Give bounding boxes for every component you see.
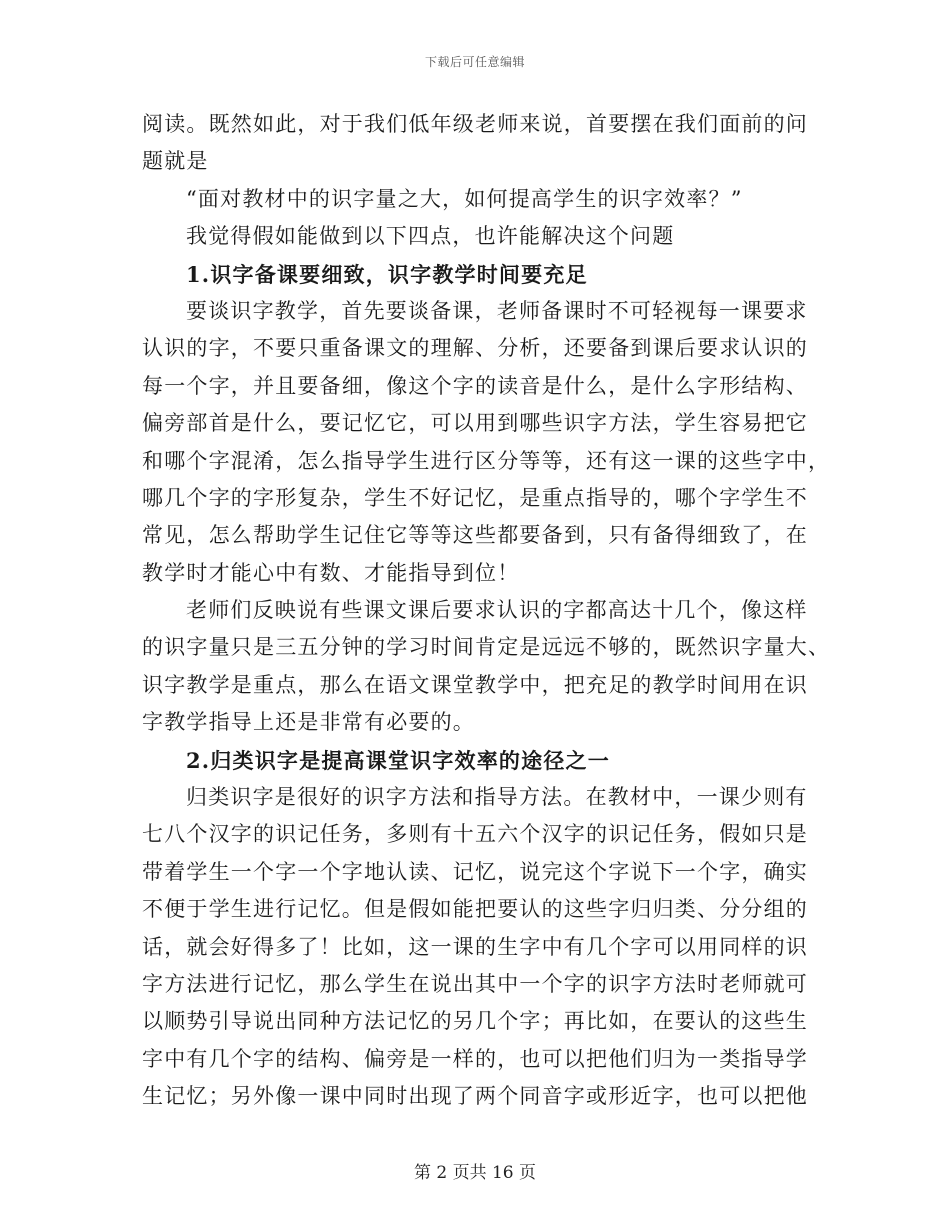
paragraph-line: 生记忆；另外像一课中同时出现了两个同音字或形近字，也可以把他	[142, 1084, 808, 1109]
paragraph-line: 要谈识字教学，首先要谈备课，老师备课时不可轻视每一课要求	[186, 298, 808, 323]
section-heading-1: 1.识字备课要细致，识字教学时间要充足	[186, 261, 588, 287]
page-footer: 第 2 页共 16 页	[413, 1163, 537, 1183]
paragraph-line: 的识字量只是三五分钟的学习时间肯定是远远不够的，既然识字量大、	[142, 635, 831, 660]
paragraph-line: 认识的字，不要只重备课文的理解、分析，还要备到课后要求认识的	[142, 336, 808, 361]
paragraph-line: 以顺势引导说出同种方法记忆的另几个字；再比如，在要认的这些生	[142, 1009, 808, 1034]
paragraph-line: 识字教学是重点，那么在语文课堂教学中，把充足的教学时间用在识	[142, 672, 808, 697]
paragraph-line: 字方法进行记忆，那么学生在说出其中一个字的识字方法时老师就可	[142, 971, 808, 996]
paragraph-line: 教学时才能心中有数、才能指导到位！	[142, 560, 520, 585]
paragraph-line: 哪几个字的字形复杂，学生不好记忆，是重点指导的，哪个字学生不	[142, 485, 808, 510]
paragraph-line: 每一个字，并且要备细，像这个字的读音是什么，是什么字形结构、	[142, 373, 808, 398]
paragraph-line: 题就是	[142, 149, 209, 174]
paragraph-line: 字教学指导上还是非常有必要的。	[142, 710, 475, 735]
paragraph-line: 我觉得假如能做到以下四点，也许能解决这个问题	[186, 224, 675, 249]
paragraph-line: 七八个汉字的识记任务，多则有十五六个汉字的识记任务，假如只是	[142, 822, 808, 847]
paragraph-line: 归类识字是很好的识字方法和指导方法。在教材中，一课少则有	[186, 785, 808, 810]
paragraph-line: 和哪个字混淆，怎么指导学生进行区分等等，还有这一课的这些字中，	[142, 448, 831, 473]
document-body	[142, 106, 831, 1116]
paragraph-line: 字中有几个字的结构、偏旁是一样的，也可以把他们归为一类指导学	[142, 1046, 808, 1071]
paragraph-line: 阅读。既然如此，对于我们低年级老师来说，首要摆在我们面前的问	[142, 112, 808, 136]
paragraph-line: 不便于学生进行记忆。但是假如能把要认的这些字归归类、分分组的	[142, 897, 808, 922]
paragraph-line: 带着学生一个字一个字地认读、记忆，说完这个字说下一个字，确实	[142, 859, 808, 884]
page-header: 下载后可任意编辑	[424, 55, 525, 69]
section-heading-2: 2.归类识字是提高课堂识字效率的途径之一	[186, 747, 610, 773]
paragraph-line: 老师们反映说有些课文课后要求认识的字都高达十几个，像这样	[186, 598, 808, 623]
quote-line: “面对教材中的识字量之大，如何提高学生的识字效率？”	[186, 186, 743, 211]
paragraph-line: 常见，怎么帮助学生记住它等等这些都要备到，只有备得细致了，在	[142, 523, 808, 548]
paragraph-line: 偏旁部首是什么，要记忆它，可以用到哪些识字方法，学生容易把它	[142, 411, 808, 436]
paragraph-line: 话，就会好得多了！比如，这一课的生字中有几个字可以用同样的识	[142, 934, 808, 959]
